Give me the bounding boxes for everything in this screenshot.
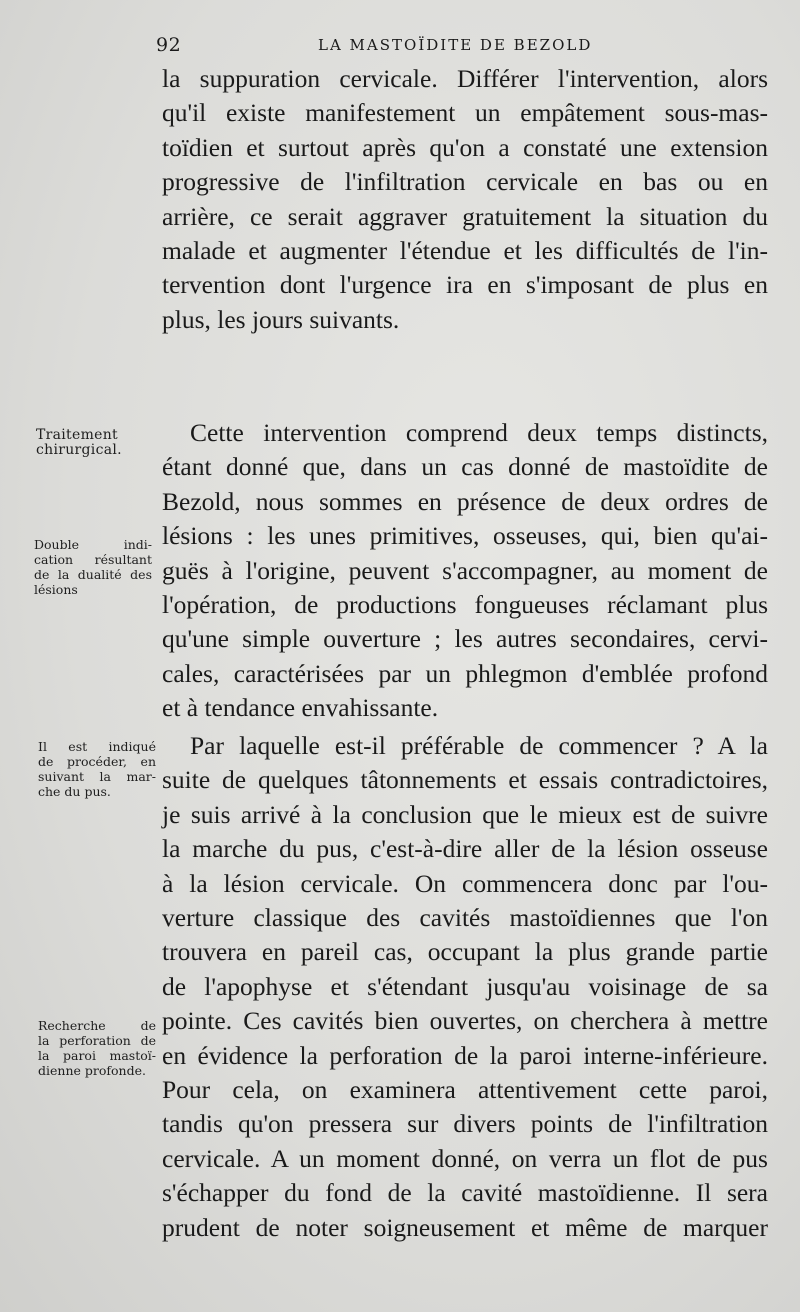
text-line: Cette intervention comprend deux temps distincts, (190, 418, 768, 447)
text-line: prudent de noter soigneusement et même de marquer (162, 1212, 768, 1242)
text-line: Bezold, nous sommes en présence de deux ordres de (162, 486, 768, 516)
text-line: et à tendance envahissante. (162, 693, 439, 723)
text-line: guës à l'origine, peuvent s'accompagner, au moment de (162, 555, 768, 585)
text-line: la marche du pus, c'est-à-dire aller de la lésion osseuse (162, 834, 768, 864)
text-line: arrière, ce serait aggraver gratuitement la situation du (162, 201, 768, 231)
text-line: progressive de l'infiltration cervicale en bas ou en (162, 167, 768, 197)
text-line: qu'une simple ouverture ; les autres secondaires, cervi- (162, 624, 768, 654)
margin-note-traitement (36, 428, 154, 458)
margin-note-recherche-perforation (38, 1018, 156, 1078)
margin-note-line: de la dualité des (34, 567, 152, 582)
text-line: tervention dont l'urgence ira en s'imposant de plus en (162, 270, 768, 300)
text-line: trouvera en pareil cas, occupant la plus grande partie (162, 937, 768, 967)
margin-note-double-indication (34, 537, 152, 597)
text-line: verture classique des cavités mastoïdiennes que l'on (162, 903, 768, 933)
text-line: toïdien et surtout après qu'on a constaté une extension (162, 132, 768, 162)
text-line: en évidence la perforation de la paroi interne-inférieure. (162, 1040, 768, 1070)
text-line: malade et augmenter l'étendue et les difficultés de l'in- (162, 236, 768, 266)
text-line: s'échapper du fond de la cavité mastoïdienne. Il sera (162, 1178, 768, 1208)
margin-note-line: che du pus. (38, 784, 111, 799)
text-line: suite de quelques tâtonnements et essais contradictoires, (162, 765, 768, 795)
text-line: à la lésion cervicale. On commencera donc par l'ou- (162, 868, 768, 898)
text-line: plus, les jours suivants. (162, 304, 400, 334)
margin-note-line: cation résultant (34, 552, 152, 567)
paragraph-1 (162, 62, 768, 337)
margin-note-line: Double indi- (34, 537, 152, 552)
margin-note-line: la paroi mastoï- (38, 1048, 156, 1063)
text-line: Par laquelle est-il préférable de commencer ? A la (190, 731, 768, 760)
running-title: LA MASTOÏDITE DE BEZOLD (318, 36, 593, 54)
margin-note-line: lésions (34, 582, 78, 597)
text-line: tandis qu'on pressera sur divers points de l'infiltration (162, 1109, 768, 1139)
text-line: de l'apophyse et s'étendant jusqu'au voisinage de sa (162, 971, 768, 1001)
margin-note-line: la perforation de (38, 1033, 156, 1048)
page-number: 92 (156, 34, 182, 56)
text-line: cales, caractérisées par un phlegmon d'emblée profond (162, 658, 768, 688)
text-line: la suppuration cervicale. Différer l'intervention, alors (162, 64, 768, 93)
margin-note-line: dienne profonde. (38, 1063, 146, 1078)
paragraph-3 (162, 729, 768, 1245)
margin-note-line: suivant la mar- (38, 769, 156, 784)
margin-note-line: Traitement (36, 427, 118, 443)
text-line: étant donné que, dans un cas donné de mastoïdite de (162, 452, 768, 482)
text-line: qu'il existe manifestement un empâtement sous-mas- (162, 98, 768, 128)
text-line: pointe. Ces cavités bien ouvertes, on cherchera à mettre (162, 1006, 768, 1036)
paragraph-2 (162, 416, 768, 726)
text-line: l'opération, de productions fongueuses réclamant plus (162, 590, 768, 620)
text-line: lésions : les unes primitives, osseuses, qui, bien qu'ai- (162, 521, 768, 551)
margin-note-line: Recherche de (38, 1018, 156, 1033)
text-line: cervicale. A un moment donné, on verra un flot de pus (162, 1143, 768, 1173)
margin-note-line: Il est indiqué (38, 739, 156, 754)
margin-note-line: chirurgical. (36, 442, 122, 458)
text-line: Pour cela, on examinera attentivement cette paroi, (162, 1075, 768, 1105)
page-header (0, 30, 800, 60)
text-line: je suis arrivé à la conclusion que le mieux est de suivre (162, 799, 768, 829)
margin-note-suivre-le-pus (38, 739, 156, 799)
margin-note-line: de procéder, en (38, 754, 156, 769)
